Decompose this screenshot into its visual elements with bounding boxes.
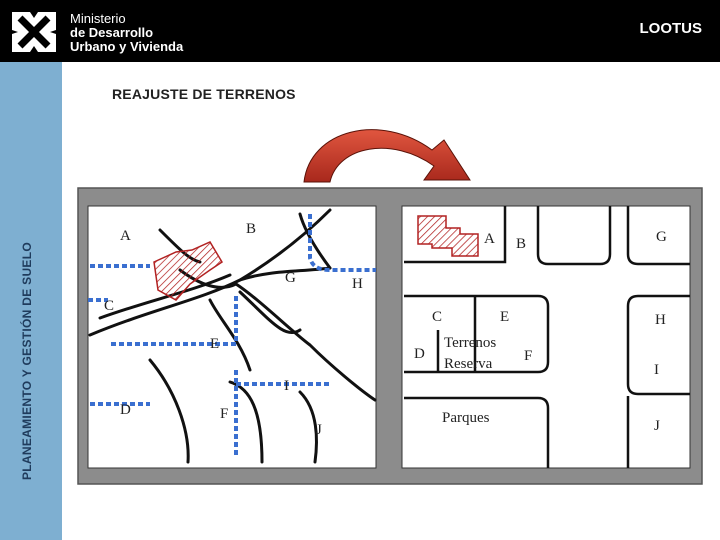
sidebar-title: PLANEAMIENTO Y GESTIÓN DE SUELO [20, 241, 34, 480]
reserva-label-line-1: Terrenos [444, 335, 497, 351]
parques-label: Parques [442, 410, 490, 426]
original-layout-map [88, 206, 376, 468]
left-label-e: E [210, 336, 220, 352]
ministry-line-3: Urbano y Vivienda [70, 39, 184, 54]
reserva-label-line-2: Reserva [444, 356, 493, 372]
left-label-f: F [220, 406, 229, 422]
right-label-i: I [654, 362, 659, 378]
slide-title: REAJUSTE DE TERRENOS [112, 86, 296, 102]
readjusted-layout-map [402, 206, 690, 468]
left-label-c: C [104, 298, 115, 314]
ministry-line-2: de Desarrollo [70, 25, 154, 40]
right-label-a: A [484, 231, 495, 247]
left-label-g: G [285, 270, 296, 286]
left-label-h: H [352, 276, 363, 292]
brand-label: LOOTUS [639, 20, 702, 37]
right-label-b: B [516, 236, 527, 252]
left-label-a: A [120, 228, 131, 244]
right-label-e: E [500, 309, 510, 325]
right-label-h: H [655, 312, 666, 328]
right-label-d: D [414, 346, 425, 362]
ministry-line-1: Ministerio [70, 11, 126, 26]
left-label-b: B [246, 221, 257, 237]
right-label-c: C [432, 309, 443, 325]
left-label-j: J [316, 422, 322, 438]
transformation-arrow-icon [304, 130, 470, 182]
left-label-i: I [284, 378, 289, 394]
left-label-d: D [120, 402, 131, 418]
right-label-f: F [524, 348, 533, 364]
right-label-j: J [654, 418, 660, 434]
right-label-g: G [656, 229, 667, 245]
